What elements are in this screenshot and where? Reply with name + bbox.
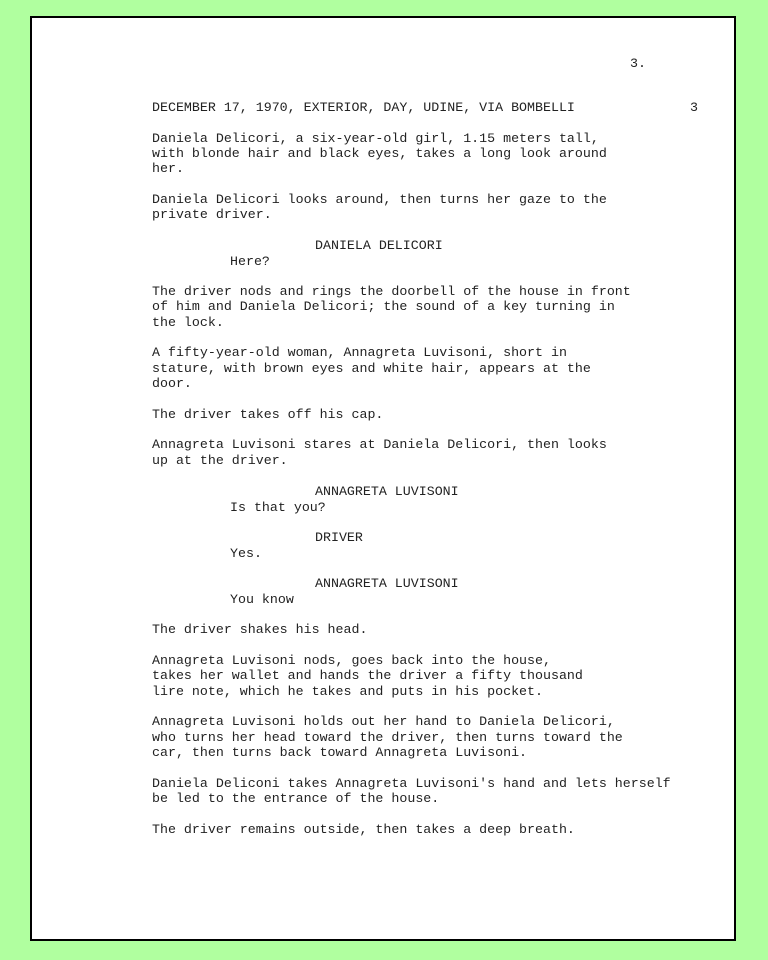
character-name: ANNAGRETA LUVISONI [315, 484, 459, 499]
action-line: her. [152, 161, 184, 176]
action-line: takes her wallet and hands the driver a fifty thousand [152, 668, 583, 683]
action-line: who turns her head toward the driver, then turns toward the [152, 730, 623, 745]
action-line: up at the driver. [152, 453, 288, 468]
action-line: Daniela Delicori looks around, then turns her gaze to the [152, 192, 607, 207]
action-line: car, then turns back toward Annagreta Luvisoni. [152, 745, 528, 760]
dialogue-line: Yes. [230, 546, 262, 561]
action-line: be led to the entrance of the house. [152, 791, 440, 806]
action-line: private driver. [152, 207, 272, 222]
action-line: The driver shakes his head. [152, 622, 368, 637]
action-line: stature, with brown eyes and white hair, appears at the [152, 361, 591, 376]
action-line: A fifty-year-old woman, Annagreta Luvisoni, short in [152, 345, 567, 360]
scene-heading: DECEMBER 17, 1970, EXTERIOR, DAY, UDINE, VIA BOMBELLI [152, 100, 575, 115]
dialogue-line: Here? [230, 254, 270, 269]
action-line: Daniela Delicori, a six-year-old girl, 1.15 meters tall, [152, 131, 599, 146]
character-name: DANIELA DELICORI [315, 238, 443, 253]
action-line: Annagreta Luvisoni stares at Daniela Delicori, then looks [152, 437, 607, 452]
action-line: Daniela Deliconi takes Annagreta Luvisoni's hand and lets herself [152, 776, 671, 791]
action-line: The driver takes off his cap. [152, 407, 384, 422]
action-line: of him and Daniela Delicori; the sound of a key turning in [152, 299, 615, 314]
action-line: Annagreta Luvisoni nods, goes back into the house, [152, 653, 551, 668]
dialogue-line: You know [230, 592, 294, 607]
action-line: with blonde hair and black eyes, takes a long look around [152, 146, 607, 161]
action-line: The driver nods and rings the doorbell of the house in front [152, 284, 631, 299]
action-line: The driver remains outside, then takes a deep breath. [152, 822, 575, 837]
action-line: the lock. [152, 315, 224, 330]
action-line: Annagreta Luvisoni holds out her hand to Daniela Delicori, [152, 714, 615, 729]
character-name: ANNAGRETA LUVISONI [315, 576, 459, 591]
character-name: DRIVER [315, 530, 363, 545]
page-number: 3. [630, 56, 646, 71]
action-line: lire note, which he takes and puts in his pocket. [152, 684, 543, 699]
action-line: door. [152, 376, 192, 391]
dialogue-line: Is that you? [230, 500, 326, 515]
scene-number: 3 [690, 100, 698, 115]
